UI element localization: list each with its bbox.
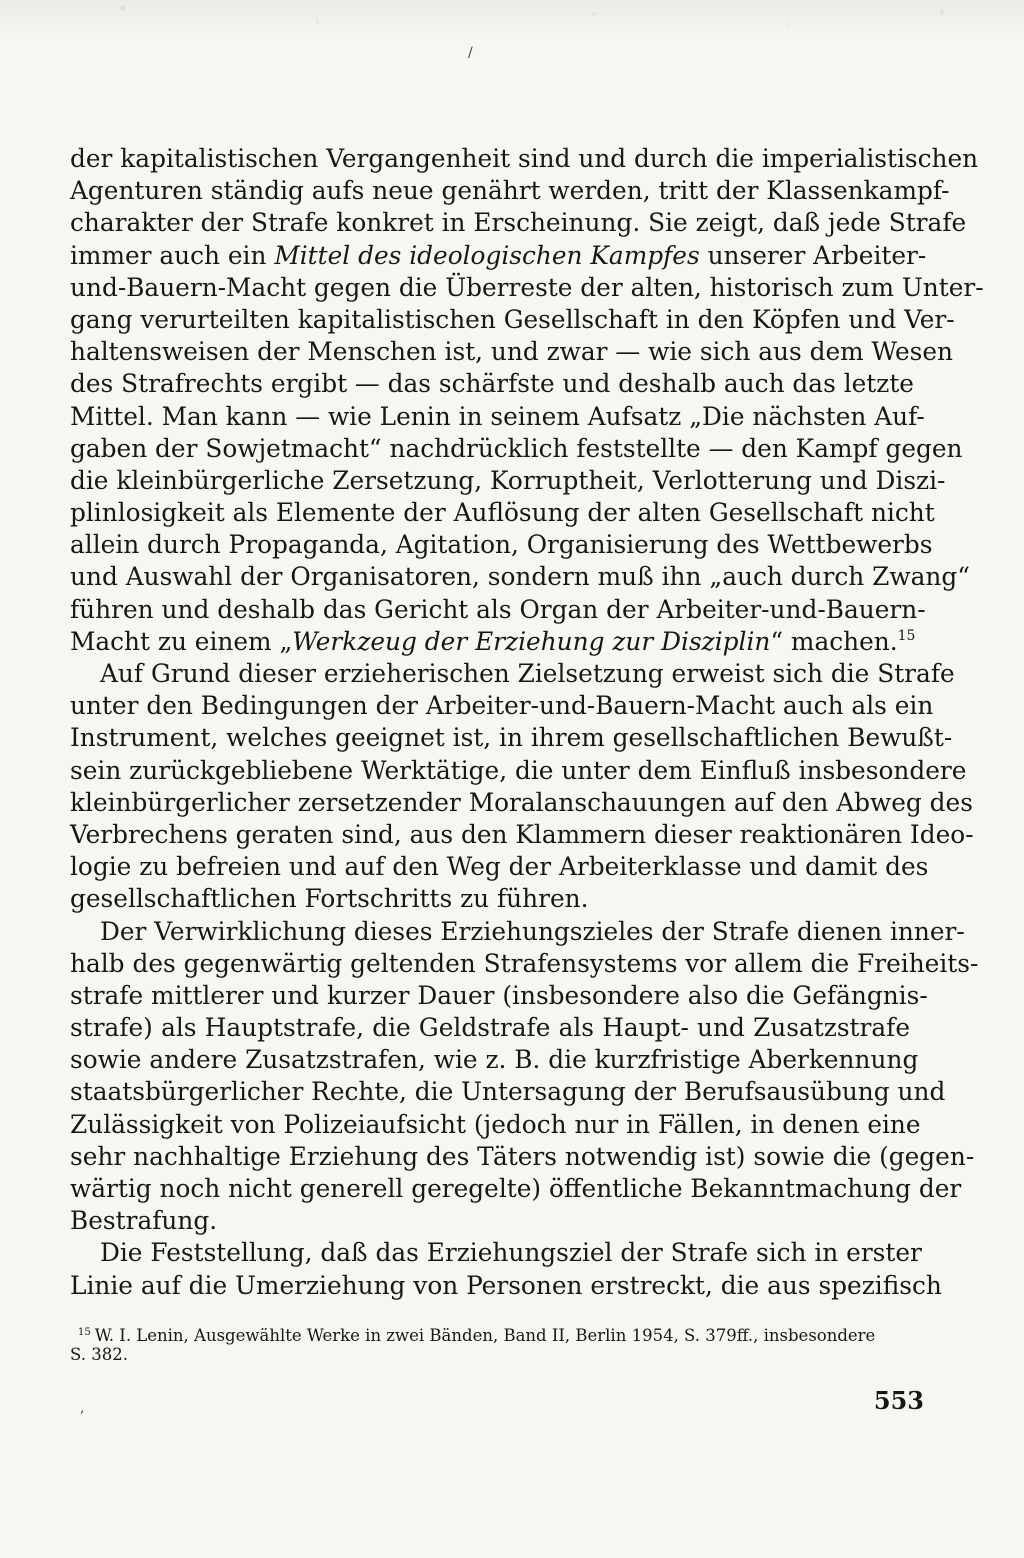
text-run: gaben der Sowjetmacht“ nachdrücklich feststellte — den Kampf gegen bbox=[70, 433, 963, 463]
text-run: charakter der Strafe konkret in Erscheinung. Sie zeigt, daß jede Strafe bbox=[70, 208, 967, 238]
text-run: und Auswahl der Organisatoren, sondern muß ihn „auch durch Zwang“ bbox=[70, 562, 970, 592]
text-line bbox=[70, 819, 974, 851]
text-line bbox=[70, 980, 928, 1012]
text-line bbox=[70, 207, 967, 239]
text-line bbox=[70, 755, 967, 787]
text-line bbox=[70, 368, 914, 400]
text-line bbox=[70, 143, 979, 175]
scan-edge-shading bbox=[0, 0, 1024, 40]
text-line bbox=[70, 594, 926, 626]
text-line bbox=[70, 497, 935, 529]
text-line bbox=[70, 304, 955, 336]
text-run: plinlosigkeit als Elemente der Auflösung der alten Gesellschaft nicht bbox=[70, 498, 935, 528]
text-line bbox=[70, 401, 925, 433]
text-run: Mittel. Man kann — wie Lenin in seinem Aufsatz „Die nächsten Auf- bbox=[70, 401, 925, 431]
text-line bbox=[70, 1141, 975, 1173]
text-run: strafe mittlerer und kurzer Dauer (insbesondere also die Gefängnis- bbox=[70, 980, 928, 1010]
text-run: des Strafrechts ergibt — das schärfste und deshalb auch das letzte bbox=[70, 369, 914, 399]
text-line bbox=[70, 529, 933, 561]
text-run: Verbrechens geraten sind, aus den Klammern dieser reaktionären Ideo- bbox=[70, 819, 974, 849]
footnote-line bbox=[70, 1344, 910, 1366]
text-line bbox=[70, 658, 955, 690]
paragraph bbox=[70, 658, 974, 916]
text-line bbox=[70, 851, 929, 883]
text-run: unserer Arbeiter- bbox=[699, 240, 927, 270]
text-run: Bestrafung. bbox=[70, 1206, 218, 1236]
text-line bbox=[70, 1270, 942, 1302]
text-run: die kleinbürgerliche Zersetzung, Korruptheit, Verlotterung und Diszi- bbox=[70, 465, 946, 495]
paragraph bbox=[70, 143, 984, 658]
text-run: führen und deshalb das Gericht als Organ der Arbeiter-und-Bauern- bbox=[70, 594, 926, 624]
footnote-text: W. I. Lenin, Ausgewählte Werke in zwei Bänden, Band II, Berlin 1954, S. 379ff., insbesondere bbox=[94, 1326, 876, 1345]
text-line bbox=[70, 1044, 919, 1076]
text-run: staatsbürgerlicher Rechte, die Untersagung der Berufsausübung und bbox=[70, 1077, 946, 1107]
scan-speck: , bbox=[80, 1400, 85, 1416]
text-run: allein durch Propaganda, Agitation, Organisierung des Wettbewerbs bbox=[70, 530, 933, 560]
text-line bbox=[70, 561, 970, 593]
text-run: strafe) als Hauptstrafe, die Geldstrafe als Haupt- und Zusatzstrafe bbox=[70, 1013, 910, 1043]
text-run: sehr nachhaltige Erziehung des Täters notwendig ist) sowie die (gegen- bbox=[70, 1141, 975, 1171]
text-run: sowie andere Zusatzstrafen, wie z. B. die kurzfristige Aberkennung bbox=[70, 1045, 919, 1075]
text-line bbox=[70, 465, 946, 497]
page-number: 553 bbox=[873, 1386, 924, 1415]
text-line bbox=[70, 722, 953, 754]
text-line bbox=[70, 433, 963, 465]
text-line bbox=[70, 948, 979, 980]
text-run: Auf Grund dieser erzieherischen Zielsetzung erweist sich die Strafe bbox=[100, 659, 955, 688]
text-run: Zulässigkeit von Polizeiaufsicht (jedoch nur in Fällen, in denen eine bbox=[70, 1109, 921, 1139]
text-run: kleinbürgerlicher zersetzender Moralanschauungen auf den Abweg des bbox=[70, 787, 973, 817]
text-run: immer auch ein bbox=[70, 240, 275, 270]
text-line bbox=[70, 1205, 910, 1237]
text-line bbox=[70, 626, 916, 658]
text-line bbox=[70, 272, 984, 304]
footnote bbox=[70, 1322, 910, 1366]
footnote-reference: 15 bbox=[897, 627, 916, 644]
text-line bbox=[70, 336, 954, 368]
text-run: und-Bauern-Macht gegen die Überreste der alten, historisch zum Unter- bbox=[70, 272, 984, 302]
text-run: wärtig noch nicht generell geregelte) öffentliche Bekanntmachung der bbox=[70, 1174, 962, 1203]
text-line bbox=[70, 175, 950, 207]
scan-speck: / bbox=[468, 45, 473, 61]
text-run: der kapitalistischen Vergangenheit sind und durch die imperialistischen bbox=[70, 144, 979, 173]
text-run: sein zurückgebliebene Werktätige, die unter dem Einfluß insbesondere bbox=[70, 755, 967, 785]
text-line bbox=[70, 1012, 910, 1044]
text-run: Der Verwirklichung dieses Erziehungszieles der Strafe dienen inner- bbox=[100, 916, 965, 946]
text-run: “ machen. bbox=[770, 626, 898, 656]
text-run: Instrument, welches geeignet ist, in ihrem gesellschaftlichen Bewußt- bbox=[70, 723, 953, 753]
text-run: logie zu befreien und auf den Weg der Arbeiterklasse und damit des bbox=[70, 852, 929, 882]
text-run: halb des gegenwärtig geltenden Strafensystems vor allem die Freiheits- bbox=[70, 948, 979, 978]
paragraph bbox=[70, 1237, 942, 1301]
footnote-marker: 15 bbox=[78, 1327, 91, 1338]
text-line bbox=[70, 690, 934, 722]
text-run: Agenturen ständig aufs neue genährt werden, tritt der Klassenkampf- bbox=[70, 176, 950, 206]
text-run: Macht zu einem „ bbox=[70, 626, 293, 656]
footnote-text: S. 382. bbox=[70, 1345, 128, 1364]
text-run: Die Feststellung, daß das Erziehungsziel der Strafe sich in erster bbox=[100, 1238, 922, 1268]
text-run: gang verurteilten kapitalistischen Gesellschaft in den Köpfen und Ver- bbox=[70, 304, 955, 334]
text-run: Linie auf die Umerziehung von Personen erstreckt, die aus spezifisch bbox=[70, 1270, 942, 1300]
emphasized-text: Mittel des ideologischen Kampfes bbox=[274, 240, 700, 270]
text-line bbox=[70, 1109, 921, 1141]
text-run: unter den Bedingungen der Arbeiter-und-Bauern-Macht auch als ein bbox=[70, 691, 934, 721]
text-line bbox=[70, 1237, 922, 1269]
text-line bbox=[70, 883, 910, 915]
body-text bbox=[70, 143, 984, 1302]
emphasized-text: Werkzeug der Erziehung zur Disziplin bbox=[292, 626, 771, 656]
text-line bbox=[70, 787, 973, 819]
paragraph bbox=[70, 916, 979, 1238]
footnote-line bbox=[70, 1322, 910, 1344]
text-line bbox=[70, 916, 965, 948]
text-line bbox=[70, 1173, 962, 1205]
text-line bbox=[70, 1076, 946, 1108]
text-line bbox=[70, 240, 927, 272]
text-run: haltensweisen der Menschen ist, und zwar — wie sich aus dem Wesen bbox=[70, 337, 954, 367]
text-run: gesellschaftlichen Fortschritts zu führen. bbox=[70, 884, 589, 914]
